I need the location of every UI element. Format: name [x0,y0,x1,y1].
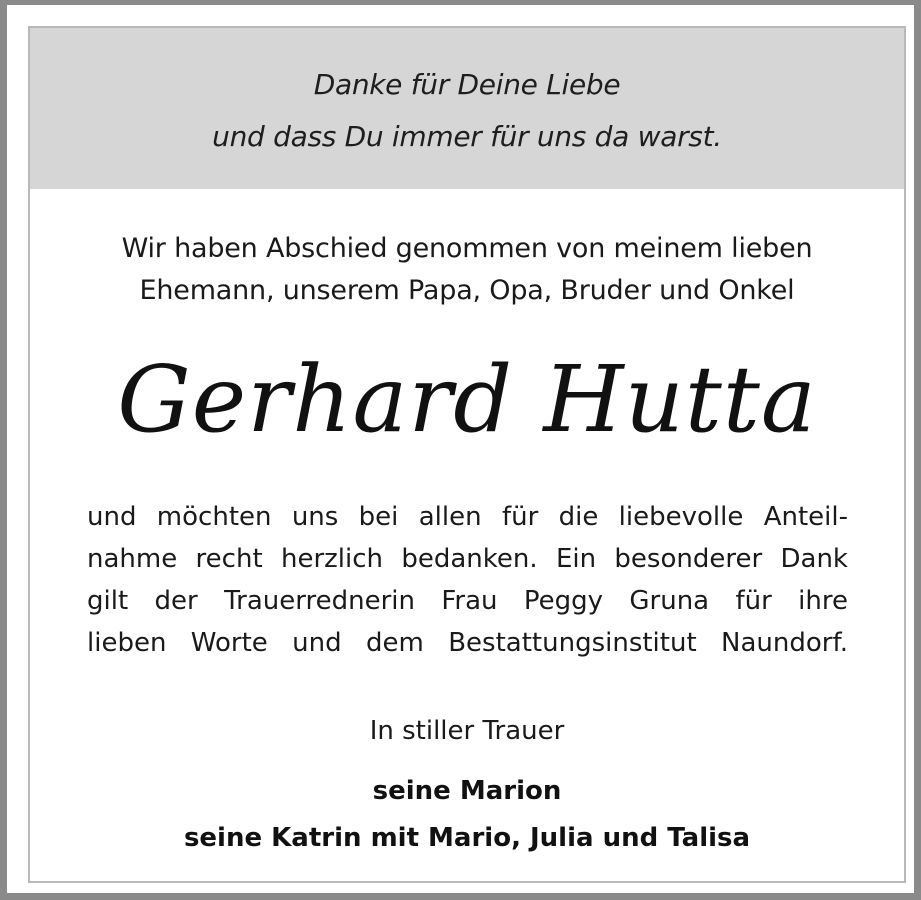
paragraph-line: und möchten uns bei allen für die liebevolle Anteil- [87,502,848,532]
mourning-line: In stiller Trauer [369,716,565,746]
card-border [28,26,906,883]
intro-line-1: Wir haben Abschied genommen von meinem lieben [121,233,813,264]
quote-line-1: Danke für Deine Liebe [313,68,621,101]
quote-band [30,28,904,189]
deceased-name: Gerhard Hutta [117,346,817,453]
paragraph-line: gilt der Trauerrednerin Frau Peggy Gruna für ihre [87,586,848,616]
obituary-card [7,5,914,893]
intro-line-2: Ehemann, unserem Papa, Opa, Bruder und Onkel [139,275,795,306]
signer-2: seine Katrin mit Mario, Julia und Talisa [183,823,751,853]
thanks-paragraph [87,496,848,664]
paragraph-line: nahme recht herzlich bedanken. Ein besonderer Dank [87,544,848,574]
paragraph-line: lieben Worte und dem Bestattungsinstitut Naundorf. [87,628,848,658]
quote-line-2: und dass Du immer für uns da warst. [212,120,722,153]
intro-text [30,228,904,312]
signer-1: seine Marion [372,776,562,806]
